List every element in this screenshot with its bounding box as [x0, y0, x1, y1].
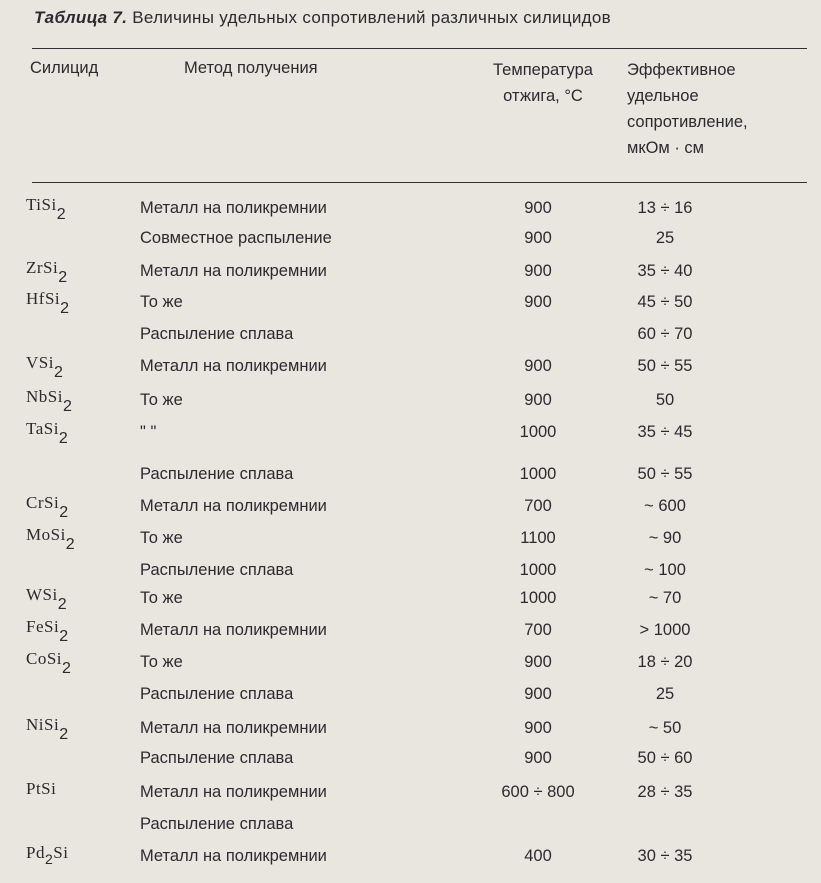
- header-temp-line2: отжига, °С: [503, 87, 583, 105]
- silicide-formula: [26, 416, 69, 447]
- formula-subscript: 2: [62, 660, 72, 677]
- formula-base: NiSi: [26, 715, 60, 734]
- formula-base: CrSi: [26, 493, 60, 512]
- table-row: [0, 416, 821, 448]
- header-temp: [478, 57, 608, 109]
- header-res-line1: Эффективное: [627, 61, 736, 79]
- resistivity-cell: 25: [655, 685, 675, 703]
- temperature-cell: 400: [524, 847, 552, 865]
- method-cell: Металл на поликремнии: [140, 783, 327, 801]
- resistivity-cell: 28 ÷ 35: [637, 783, 693, 801]
- header-silicide: [30, 55, 98, 81]
- formula-base: VSi: [26, 353, 54, 372]
- table-row: [0, 458, 821, 490]
- resistivity-cell: ~ 100: [644, 561, 686, 579]
- formula-base: WSi: [26, 585, 58, 604]
- formula-subscript: 2: [60, 300, 70, 317]
- temperature-cell: 900: [524, 293, 552, 311]
- table-row: [0, 742, 821, 774]
- table-row: [0, 490, 821, 522]
- temperature-cell: 1000: [519, 589, 557, 607]
- table-row: [0, 646, 821, 678]
- resistivity-cell: ~ 90: [648, 529, 682, 547]
- silicide-formula: [26, 350, 64, 381]
- temperature-cell: 700: [524, 621, 552, 639]
- table-caption: [34, 8, 611, 28]
- silicide-formula: [26, 776, 56, 802]
- resistivity-cell: 35 ÷ 45: [637, 423, 693, 441]
- table-row: [0, 255, 821, 287]
- formula-base: TaSi: [26, 419, 59, 438]
- method-cell: То же: [140, 293, 183, 311]
- resistivity-cell: ~ 50: [648, 719, 682, 737]
- method-cell: То же: [140, 529, 183, 547]
- method-cell: " ": [140, 423, 157, 441]
- table-row: [0, 776, 821, 808]
- method-cell: Металл на поликремнии: [140, 262, 327, 280]
- header-res-line4: мкОм · см: [627, 139, 704, 157]
- silicide-formula: [26, 192, 67, 223]
- formula-base: HfSi: [26, 289, 61, 308]
- formula-base: Pd: [26, 843, 45, 862]
- table-row: [0, 222, 821, 254]
- resistivity-cell: 50 ÷ 55: [637, 357, 693, 375]
- formula-base: ZrSi: [26, 258, 59, 277]
- formula-base: TiSi: [26, 195, 57, 214]
- method-cell: То же: [140, 653, 183, 671]
- formula-subscript: 2: [59, 628, 69, 645]
- temperature-cell: 900: [524, 685, 552, 703]
- temperature-cell: 900: [524, 749, 552, 767]
- resistivity-cell: 60 ÷ 70: [637, 325, 693, 343]
- method-cell: Металл на поликремнии: [140, 497, 327, 515]
- header-res-line2: удельное: [627, 87, 699, 105]
- silicide-formula: [26, 614, 69, 645]
- table-row: [0, 614, 821, 646]
- temperature-cell: 1000: [519, 561, 557, 579]
- temperature-cell: 900: [524, 262, 552, 280]
- formula-subscript: 2: [44, 851, 54, 867]
- table-row: [0, 678, 821, 710]
- resistivity-cell: 18 ÷ 20: [637, 653, 693, 671]
- resistivity-cell: 25: [655, 229, 675, 247]
- top-rule: [32, 48, 807, 49]
- formula-subscript: 2: [59, 504, 69, 521]
- resistivity-cell: 50 ÷ 60: [637, 749, 693, 767]
- method-cell: Распыление сплава: [140, 465, 294, 483]
- table-row: [0, 808, 821, 840]
- formula-subscript: 2: [57, 596, 68, 613]
- temperature-cell: 900: [524, 357, 552, 375]
- formula-base: MoSi: [26, 525, 66, 544]
- temperature-cell: 900: [524, 653, 552, 671]
- temperature-cell: 900: [524, 391, 552, 409]
- resistivity-cell: 35 ÷ 40: [637, 262, 693, 280]
- method-cell: То же: [140, 589, 183, 607]
- resistivity-cell: 45 ÷ 50: [637, 293, 693, 311]
- formula-base: NbSi: [26, 387, 63, 406]
- formula-base: CoSi: [26, 649, 63, 668]
- method-cell: Металл на поликремнии: [140, 847, 327, 865]
- formula-base: PtSi: [26, 779, 57, 798]
- table-row: [0, 192, 821, 224]
- method-cell: То же: [140, 391, 183, 409]
- header-temp-line1: Температура: [493, 61, 593, 79]
- method-cell: Распыление сплава: [140, 749, 294, 767]
- caption-label: Таблица 7.: [34, 8, 128, 27]
- silicide-formula: [26, 582, 68, 613]
- header-resistivity: [627, 57, 748, 161]
- header-method-label: Метод получения: [184, 59, 318, 77]
- resistivity-cell: > 1000: [639, 621, 691, 639]
- method-cell: Металл на поликремнии: [140, 621, 327, 639]
- formula-subscript: 2: [53, 364, 64, 381]
- method-cell: Металл на поликремнии: [140, 199, 327, 217]
- formula-subscript: 2: [59, 726, 69, 743]
- formula-subscript: 2: [58, 430, 69, 447]
- silicide-formula: [26, 522, 76, 553]
- temperature-cell: 1100: [520, 529, 556, 547]
- table-row: [0, 350, 821, 382]
- silicide-formula: [26, 490, 69, 521]
- header-silicide-label: Силицид: [30, 59, 99, 77]
- temperature-cell: 1000: [519, 465, 557, 483]
- silicide-formula: [26, 840, 68, 866]
- method-cell: Распыление сплава: [140, 685, 294, 703]
- resistivity-cell: ~ 600: [644, 497, 686, 515]
- table-row: [0, 712, 821, 744]
- method-cell: Распыление сплава: [140, 325, 294, 343]
- table-row: [0, 384, 821, 416]
- method-cell: Распыление сплава: [140, 561, 294, 579]
- temperature-cell: 900: [524, 229, 552, 247]
- formula-base: FeSi: [26, 617, 60, 636]
- resistivity-cell: 50: [655, 391, 675, 409]
- header-rule: [32, 182, 807, 183]
- method-cell: Металл на поликремнии: [140, 719, 327, 737]
- silicide-formula: [26, 646, 72, 677]
- formula-subscript: 2: [65, 536, 76, 553]
- temperature-cell: 900: [524, 719, 552, 737]
- resistivity-cell: 50 ÷ 55: [637, 465, 693, 483]
- header-res-line3: сопротивление,: [627, 113, 748, 131]
- header-method: [184, 55, 318, 81]
- formula-subscript: 2: [62, 398, 73, 415]
- temperature-cell: 1000: [519, 423, 557, 441]
- method-cell: Металл на поликремнии: [140, 357, 327, 375]
- silicide-formula: [26, 712, 69, 743]
- table-row: [0, 840, 821, 872]
- silicide-formula: [26, 286, 70, 317]
- silicide-formula: [26, 384, 73, 415]
- caption-title: Величины удельных сопротивлений различных силицидов: [132, 8, 611, 27]
- temperature-cell: 600 ÷ 800: [501, 783, 575, 801]
- silicide-formula: [26, 255, 68, 286]
- resistivity-cell: ~ 70: [648, 589, 682, 607]
- table-row: [0, 318, 821, 350]
- formula-subscript: 2: [58, 269, 68, 286]
- resistivity-cell: 13 ÷ 16: [637, 199, 693, 217]
- formula-tail: Si: [53, 843, 69, 862]
- table-row: [0, 582, 821, 614]
- formula-subscript: 2: [56, 206, 67, 223]
- temperature-cell: 900: [524, 199, 552, 217]
- table-row: [0, 286, 821, 318]
- table-row: [0, 522, 821, 554]
- method-cell: Распыление сплава: [140, 815, 294, 833]
- resistivity-cell: 30 ÷ 35: [637, 847, 693, 865]
- method-cell: Совместное распыление: [140, 229, 332, 247]
- temperature-cell: 700: [524, 497, 552, 515]
